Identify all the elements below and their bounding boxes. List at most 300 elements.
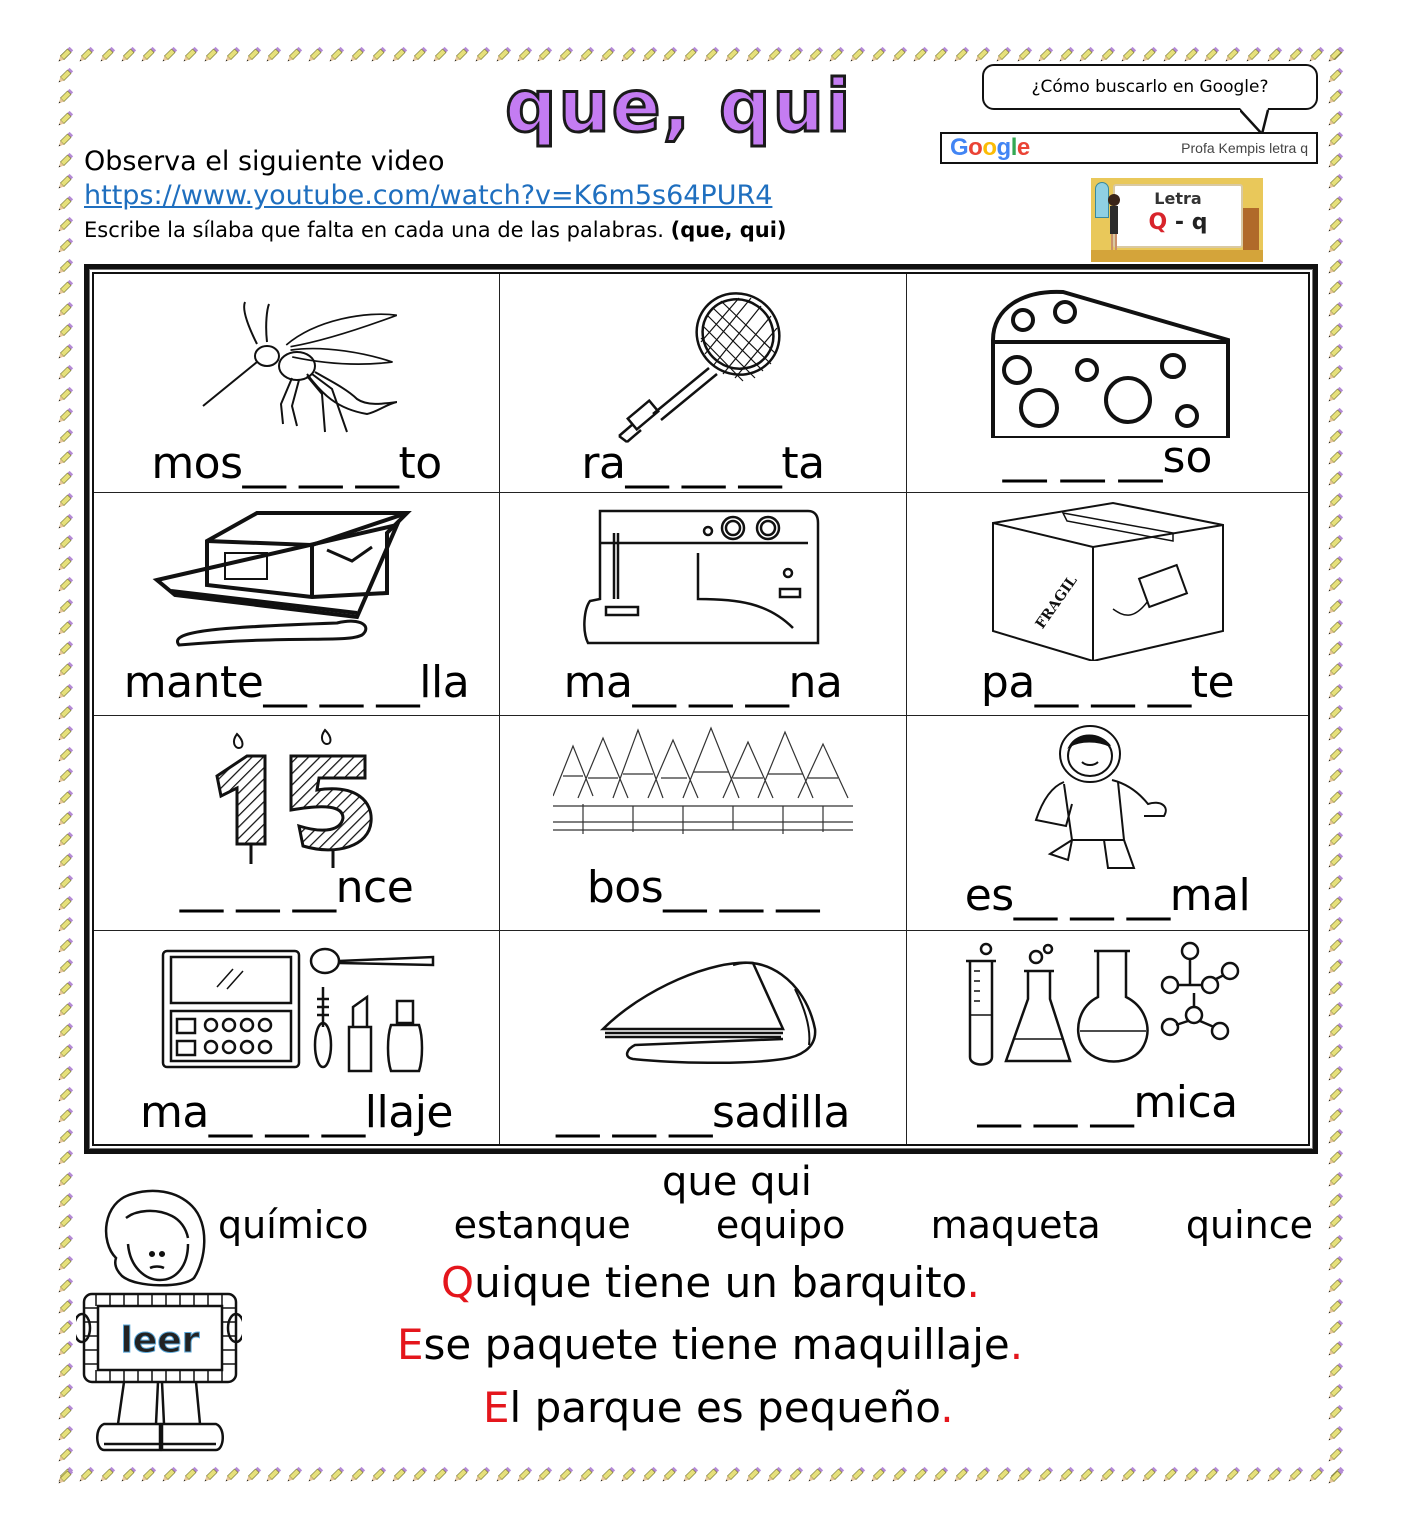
pencil-icon: [56, 810, 74, 828]
pencil-icon: [56, 895, 74, 913]
pencil-icon: [285, 46, 303, 64]
pencil-icon: [1326, 1065, 1344, 1083]
fragile-box-icon: [983, 501, 1233, 661]
pencil-icon: [160, 46, 178, 64]
fill-in-word: ra__ __ __ta: [581, 438, 825, 489]
sign-text: leer: [120, 1320, 200, 1361]
pencil-icon: [765, 1466, 783, 1484]
pencil-icon: [1202, 46, 1220, 64]
sentence-text: l parque es pequeño: [509, 1383, 941, 1432]
pencil-icon: [1326, 279, 1344, 297]
exercise-cell: [500, 274, 907, 493]
pencil-icon: [56, 46, 74, 64]
mosquito-icon: [197, 294, 397, 434]
pencil-icon: [1286, 46, 1304, 64]
pencil-icon: [1098, 46, 1116, 64]
pencil-icon: [1326, 1149, 1344, 1167]
pencil-icon: [1223, 46, 1241, 64]
pencil-icon: [306, 46, 324, 64]
quesadilla-icon: [583, 949, 823, 1069]
pencil-icon: [56, 195, 74, 213]
pencil-icon: [410, 46, 428, 64]
page-title: que, qui: [505, 64, 853, 148]
pencil-icon: [1326, 258, 1344, 276]
pencil-icon: [56, 1446, 74, 1464]
pencil-icon: [973, 1466, 991, 1484]
pencil-icon: [515, 46, 533, 64]
pencil-icon: [56, 470, 74, 488]
pencil-icon: [98, 46, 116, 64]
sentence-period: .: [966, 1258, 980, 1307]
pencil-icon: [56, 1192, 74, 1210]
pencil-icon: [56, 1298, 74, 1316]
pencil-icon: [1326, 513, 1344, 531]
pencil-icon: [1326, 195, 1344, 213]
google-logo: Google: [950, 134, 1030, 161]
pencil-icon: [494, 46, 512, 64]
pencil-icon: [327, 1466, 345, 1484]
pencil-icon: [994, 46, 1012, 64]
pencil-icon: [285, 1466, 303, 1484]
fill-in-word: __ __ __so: [1002, 432, 1213, 483]
pencil-icon: [1326, 364, 1344, 382]
word-bank-item: estanque: [453, 1203, 631, 1247]
pencil-icon: [952, 46, 970, 64]
pencil-icon: [1326, 1171, 1344, 1189]
pencil-icon: [556, 1466, 574, 1484]
pencil-icon: [473, 46, 491, 64]
pencil-icon: [56, 937, 74, 955]
pencil-icon: [1326, 1128, 1344, 1146]
forest-icon: [553, 726, 853, 836]
pencil-icon: [1326, 110, 1344, 128]
instruction-watch: Observa el siguiente video: [84, 146, 445, 177]
pencil-icon: [848, 1466, 866, 1484]
pencil-icon: [1326, 386, 1344, 404]
pencil-icon: [410, 1466, 428, 1484]
bubble-text: ¿Cómo buscarlo en Google?: [1031, 77, 1269, 97]
pencil-icon: [306, 1466, 324, 1484]
pencil-icon: [1244, 46, 1262, 64]
pencil-icon: [577, 46, 595, 64]
pencil-icon: [1326, 1001, 1344, 1019]
pencil-icon: [723, 46, 741, 64]
pencil-icon: [56, 534, 74, 552]
pencil-icon: [1326, 173, 1344, 191]
pencil-icon: [1119, 46, 1137, 64]
pencil-icon: [1326, 555, 1344, 573]
letter-lower: q: [1191, 210, 1208, 235]
pencil-icon: [744, 46, 762, 64]
sentence-first-letter: E: [397, 1320, 424, 1369]
pencil-icon: [56, 1425, 74, 1443]
pencil-icon: [56, 576, 74, 594]
pencil-icon: [56, 110, 74, 128]
pencil-icon: [1182, 1466, 1200, 1484]
pencil-icon: [56, 386, 74, 404]
pencil-icon: [1307, 46, 1325, 64]
pencil-icon: [1326, 428, 1344, 446]
pencil-icon: [56, 640, 74, 658]
pencil-icon: [577, 1466, 595, 1484]
pencil-icon: [56, 1404, 74, 1422]
pencil-icon: [56, 598, 74, 616]
pencil-icon: [1326, 683, 1344, 701]
pencil-icon: [1326, 1192, 1344, 1210]
pencil-icon: [1015, 46, 1033, 64]
exercise-cell: [500, 716, 907, 931]
pencil-icon: [640, 1466, 658, 1484]
pencil-icon: [744, 1466, 762, 1484]
pencil-icon: [702, 1466, 720, 1484]
pencil-icon: [1326, 767, 1344, 785]
pencil-icon: [56, 661, 74, 679]
pencil-icon: [56, 492, 74, 510]
exercise-cell: [94, 931, 500, 1144]
pencil-icon: [806, 1466, 824, 1484]
pencil-icon: [56, 852, 74, 870]
fill-in-word: mante__ __ __lla: [123, 657, 470, 708]
pencil-icon: [56, 428, 74, 446]
pencil-icon: [264, 1466, 282, 1484]
pencil-icon: [952, 1466, 970, 1484]
pencil-icon: [535, 1466, 553, 1484]
pencil-icon: [619, 46, 637, 64]
pencil-border-right: [1326, 46, 1346, 1486]
pencil-icon: [452, 1466, 470, 1484]
pencil-icon: [244, 1466, 262, 1484]
pencil-icon: [1326, 661, 1344, 679]
pencil-icon: [1057, 1466, 1075, 1484]
whiteboard: [1113, 184, 1243, 248]
pencil-icon: [1326, 1404, 1344, 1422]
pencil-icon: [56, 831, 74, 849]
pencil-icon: [390, 1466, 408, 1484]
sentence-2: [397, 1320, 1024, 1369]
pencil-border-left: [56, 46, 76, 1486]
pencil-border-top: [56, 46, 1346, 66]
google-hint-bubble: [982, 64, 1318, 110]
pencil-icon: [56, 364, 74, 382]
pencil-icon: [56, 216, 74, 234]
pencil-icon: [890, 1466, 908, 1484]
pencil-icon: [890, 46, 908, 64]
pencil-icon: [119, 46, 137, 64]
sentence-3: [483, 1383, 954, 1432]
pencil-icon: [452, 46, 470, 64]
pencil-icon: [1326, 789, 1344, 807]
pencil-icon: [1326, 980, 1344, 998]
pencil-icon: [473, 1466, 491, 1484]
pencil-icon: [77, 1466, 95, 1484]
google-search-bar: [940, 132, 1318, 164]
pencil-icon: [139, 46, 157, 64]
pencil-border-bottom: [56, 1466, 1346, 1486]
pencil-icon: [1326, 1086, 1344, 1104]
pencil-icon: [1140, 1466, 1158, 1484]
pencil-icon: [786, 1466, 804, 1484]
pencil-icon: [1326, 1277, 1344, 1295]
pencil-icon: [1077, 1466, 1095, 1484]
pencil-icon: [1307, 1466, 1325, 1484]
pencil-icon: [827, 46, 845, 64]
pencil-icon: [598, 46, 616, 64]
pencil-icon: [1098, 1466, 1116, 1484]
pencil-icon: [56, 1340, 74, 1358]
pencil-icon: [1077, 46, 1095, 64]
pencil-icon: [1265, 46, 1283, 64]
pencil-icon: [1326, 449, 1344, 467]
pencil-icon: [1015, 1466, 1033, 1484]
exercise-cell: [907, 716, 1308, 931]
exercise-cell: [907, 274, 1308, 493]
pencil-icon: [56, 1277, 74, 1295]
pencil-icon: [973, 46, 991, 64]
pencil-icon: [56, 407, 74, 425]
pencil-icon: [1326, 619, 1344, 637]
pencil-icon: [1326, 46, 1344, 64]
pencil-icon: [494, 1466, 512, 1484]
pencil-icon: [369, 1466, 387, 1484]
pencil-icon: [1326, 492, 1344, 510]
pencil-icon: [1326, 216, 1344, 234]
pencil-icon: [56, 874, 74, 892]
exercise-grid: [92, 272, 1310, 1146]
pencil-icon: [1326, 1298, 1344, 1316]
pencil-icon: [1326, 322, 1344, 340]
fill-in-word: es__ __ __mal: [964, 870, 1251, 921]
pencil-icon: [56, 1468, 74, 1486]
chemistry-lab-icon: [958, 941, 1258, 1071]
pencil-icon: [56, 513, 74, 531]
word-bank-item: equipo: [715, 1203, 846, 1247]
pencil-icon: [56, 1213, 74, 1231]
pencil-icon: [223, 1466, 241, 1484]
pencil-icon: [619, 1466, 637, 1484]
pencil-icon: [1326, 1234, 1344, 1252]
pencil-icon: [56, 1065, 74, 1083]
sentence-first-letter: E: [483, 1383, 510, 1432]
bookshelf-icon: [1243, 208, 1259, 256]
pencil-icon: [1326, 534, 1344, 552]
pencil-icon: [139, 1466, 157, 1484]
pencil-icon: [56, 301, 74, 319]
pencil-icon: [348, 46, 366, 64]
pencil-icon: [765, 46, 783, 64]
pencil-icon: [56, 916, 74, 934]
pencil-icon: [1140, 46, 1158, 64]
cheese-icon: [983, 288, 1233, 438]
instruction-write: [84, 220, 787, 241]
pencil-icon: [1326, 852, 1344, 870]
pencil-icon: [56, 1362, 74, 1380]
pencil-icon: [390, 46, 408, 64]
pencil-icon: [1036, 46, 1054, 64]
thumbnail-letters: [1115, 210, 1241, 235]
pencil-icon: [56, 322, 74, 340]
word-bank-item: quince: [1185, 1203, 1313, 1247]
pencil-icon: [1326, 1319, 1344, 1337]
pencil-icon: [1326, 1022, 1344, 1040]
sentence-text: se paquete tiene maquillaje: [423, 1320, 1010, 1369]
sentence-1: [441, 1258, 980, 1307]
pencil-icon: [56, 449, 74, 467]
pencil-icon: [56, 725, 74, 743]
pencil-icon: [1326, 1255, 1344, 1273]
pencil-icon: [56, 173, 74, 191]
pencil-icon: [1326, 301, 1344, 319]
exercise-cell: [907, 493, 1308, 716]
letter-sep: -: [1167, 210, 1192, 235]
pencil-icon: [660, 1466, 678, 1484]
thumbnail-title: Letra: [1154, 189, 1202, 208]
pencil-icon: [56, 555, 74, 573]
pencil-icon: [1326, 1425, 1344, 1443]
sentence-first-letter: Q: [441, 1258, 475, 1307]
pencil-icon: [56, 958, 74, 976]
pencil-icon: [56, 619, 74, 637]
pencil-icon: [1202, 1466, 1220, 1484]
exercise-grid-frame: [84, 264, 1318, 1154]
pencil-icon: [827, 1466, 845, 1484]
pencil-icon: [1326, 1383, 1344, 1401]
pencil-icon: [181, 46, 199, 64]
pencil-icon: [98, 1466, 116, 1484]
eskimo-icon: [1028, 724, 1188, 872]
instruction-write-text: Escribe la sílaba que falta en cada una de las palabras.: [84, 218, 664, 242]
letter-upper: Q: [1148, 210, 1168, 235]
pencil-icon: [1326, 67, 1344, 85]
pencil-icon: [202, 46, 220, 64]
pencil-icon: [327, 46, 345, 64]
pencil-icon: [244, 46, 262, 64]
pencil-icon: [1265, 1466, 1283, 1484]
pencil-icon: [702, 46, 720, 64]
pencil-icon: [1326, 958, 1344, 976]
kid-holding-leer-sign-icon: [76, 1188, 242, 1464]
pencil-icon: [264, 46, 282, 64]
pencil-icon: [1326, 407, 1344, 425]
pencil-icon: [223, 46, 241, 64]
video-thumbnail[interactable]: [1091, 178, 1263, 262]
pencil-icon: [56, 279, 74, 297]
pencil-icon: [869, 46, 887, 64]
candles-15-icon: [207, 722, 387, 872]
word-bank-item: químico: [218, 1203, 369, 1247]
pencil-icon: [1327, 1466, 1345, 1484]
pencil-icon: [56, 746, 74, 764]
pencil-icon: [1327, 46, 1345, 64]
pencil-icon: [56, 152, 74, 170]
pencil-icon: [56, 258, 74, 276]
video-link[interactable]: https://www.youtube.com/watch?v=K6m5s64PUR4: [84, 180, 773, 211]
pencil-icon: [1326, 1213, 1344, 1231]
pencil-icon: [119, 1466, 137, 1484]
fill-in-word: bos__ __ __: [586, 862, 820, 913]
pencil-icon: [1326, 1340, 1344, 1358]
pencil-icon: [515, 1466, 533, 1484]
pencil-icon: [931, 46, 949, 64]
pencil-icon: [1326, 1043, 1344, 1061]
pencil-icon: [56, 67, 74, 85]
pencil-icon: [56, 1022, 74, 1040]
pencil-icon: [56, 980, 74, 998]
pencil-icon: [869, 1466, 887, 1484]
pencil-icon: [56, 131, 74, 149]
sentence-text: uique tiene un barquito: [474, 1258, 967, 1307]
pencil-icon: [56, 1128, 74, 1146]
pencil-icon: [1223, 1466, 1241, 1484]
teacher-icon: [1107, 192, 1121, 258]
pencil-icon: [1326, 640, 1344, 658]
pencil-icon: [556, 46, 574, 64]
pencil-icon: [1326, 895, 1344, 913]
fill-in-word: pa__ __ __te: [980, 657, 1235, 708]
pencil-icon: [1326, 874, 1344, 892]
pencil-icon: [1326, 152, 1344, 170]
sentence-period: .: [940, 1383, 954, 1432]
pencil-icon: [1057, 46, 1075, 64]
pencil-icon: [56, 1086, 74, 1104]
pencil-icon: [56, 1234, 74, 1252]
pencil-icon: [1326, 131, 1344, 149]
pencil-icon: [56, 1466, 74, 1484]
makeup-kit-icon: [157, 947, 437, 1077]
sewing-machine-icon: [578, 503, 828, 653]
pencil-icon: [1326, 916, 1344, 934]
pencil-icon: [56, 1383, 74, 1401]
pencil-icon: [1244, 1466, 1262, 1484]
pencil-icon: [681, 46, 699, 64]
pencil-icon: [931, 1466, 949, 1484]
fill-in-word: __ __ __nce: [179, 862, 414, 913]
pencil-icon: [56, 704, 74, 722]
pencil-icon: [1326, 810, 1344, 828]
pencil-icon: [535, 46, 553, 64]
pencil-icon: [1326, 470, 1344, 488]
pencil-icon: [56, 1107, 74, 1125]
pencil-icon: [1326, 1107, 1344, 1125]
pencil-icon: [160, 1466, 178, 1484]
syllables-heading: que qui: [662, 1159, 812, 1205]
floor: [1091, 250, 1263, 262]
pencil-icon: [723, 1466, 741, 1484]
pencil-icon: [56, 1043, 74, 1061]
fill-in-word: __ __ __sadilla: [556, 1087, 850, 1138]
pencil-icon: [56, 1255, 74, 1273]
pencil-icon: [1326, 237, 1344, 255]
sentence-period: .: [1009, 1320, 1024, 1369]
pencil-icon: [1326, 831, 1344, 849]
pencil-icon: [1161, 46, 1179, 64]
pencil-icon: [640, 46, 658, 64]
pencil-icon: [202, 1466, 220, 1484]
pencil-icon: [56, 1171, 74, 1189]
pencil-icon: [77, 46, 95, 64]
pencil-icon: [1326, 343, 1344, 361]
pencil-icon: [1326, 704, 1344, 722]
pencil-icon: [1326, 746, 1344, 764]
pencil-icon: [681, 1466, 699, 1484]
search-query: Profa Kempis letra q: [1181, 140, 1308, 156]
exercise-cell: [500, 493, 907, 716]
pencil-icon: [431, 46, 449, 64]
butter-icon: [147, 505, 447, 655]
pencil-icon: [1119, 1466, 1137, 1484]
pencil-icon: [56, 88, 74, 106]
pencil-icon: [56, 343, 74, 361]
svg-text:FRAGIL: FRAGIL: [1032, 572, 1081, 632]
